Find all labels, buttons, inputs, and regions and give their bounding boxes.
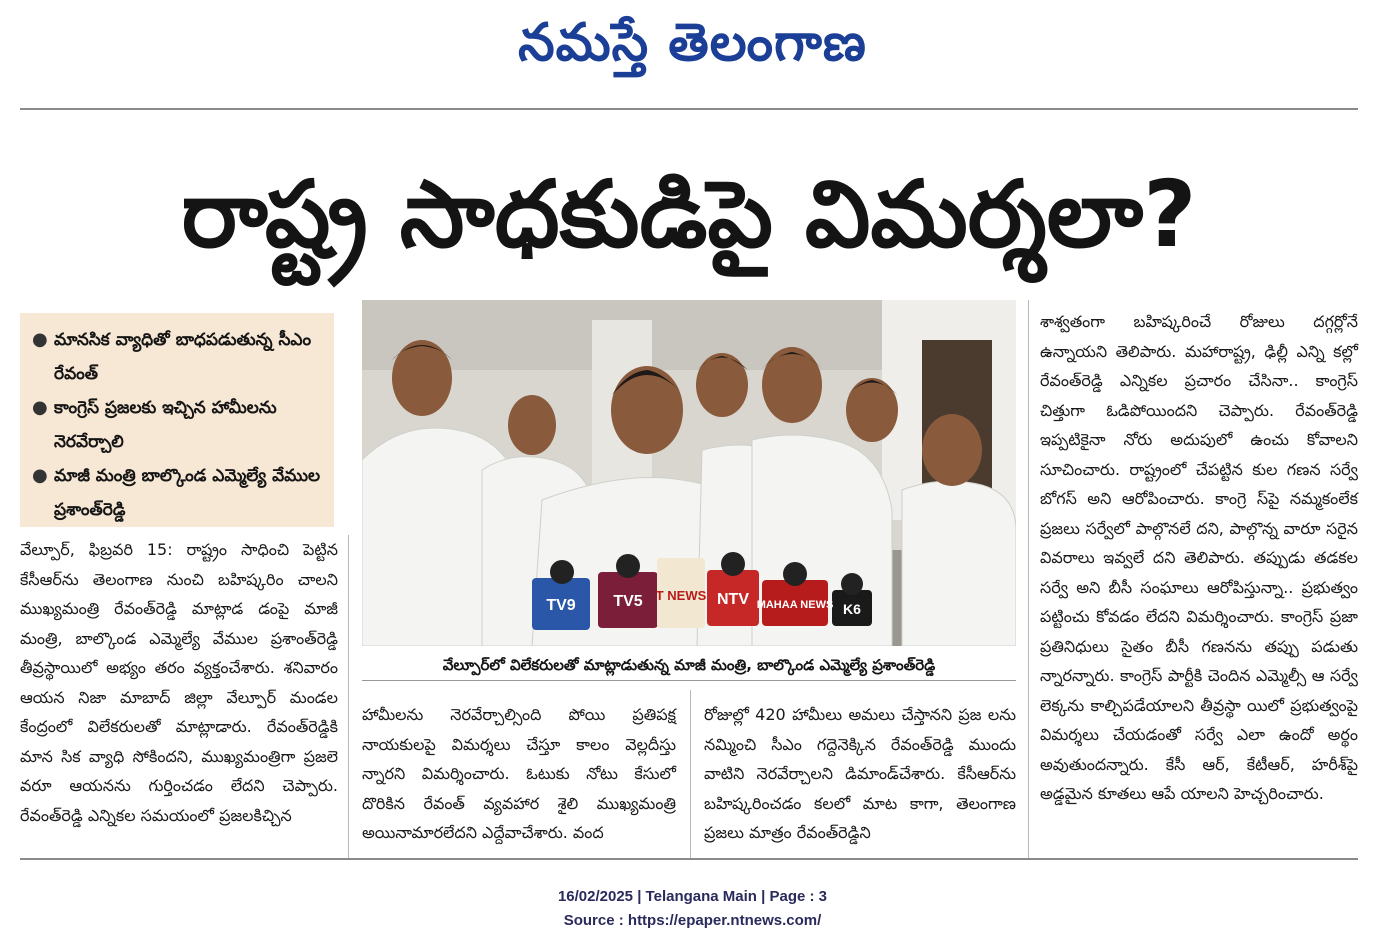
column-divider — [1028, 300, 1029, 860]
column-divider — [348, 535, 349, 860]
photo-caption: వేల్పూర్‌లో విలేకరులతో మాట్లాడుతున్న మాజీ మంత్రి, బాల్కొండ ఎమ్మెల్యే ప్రశాంత్‌రెడ్డి — [362, 650, 1016, 681]
mic-label: K6 — [843, 601, 861, 617]
mic-label: TV5 — [613, 593, 643, 610]
footer-source-link[interactable]: Source : https://epaper.ntnews.com/ — [563, 912, 822, 929]
headline: రాష్ట్ర సాధకుడిపై విమర్శలా? — [181, 161, 1197, 268]
mic-label: NTV — [717, 591, 749, 608]
article-column-3: రోజుల్లో 420 హామీలు అమలు చేస్తానని ప్రజ లను నమ్మించి సీఎం గద్దెనెక్కిన రేవంత్‌రెడ్డి ముందు వాటిని నెరవేర్చాలని డిమాండ్‌చేశారు. కేసీఆర్‌ను బహిష్కరించడం కలలో మాట కాగా, తెలంగాణ ప్రజలు మాత్రం రేవంత్‌రెడ్డిని — [704, 705, 1016, 842]
bottom-divider — [20, 858, 1358, 860]
highlight-item: ● మాజీ మంత్రి బాల్కొండ ఎమ్మెల్యే వేముల ప్రశాంత్‌రెడ్డి — [32, 465, 321, 520]
article-column-1: వేల్పూర్, ఫిబ్రవరి 15: రాష్ట్రం సాధించి పెట్టిన కేసీఆర్‌ను తెలంగాణ నుంచి బహిష్కరిం చాలని ముఖ్యమంత్రి రేవంత్‌రెడ్డి మాట్లాడ డంపై మాజీ మంత్రి, బాల్కొండ ఎమ్మెల్యే వేముల ప్రశాంత్‌రెడ్డి తీవ్రస్థాయిలో అభ్యం తరం వ్యక్తంచేశారు. శనివారం ఆయన నిజా మాబాద్ జిల్లా వేల్పూర్ మండల కేంద్రంలో విలేకరులతో మాట్లాడారు. రేవంత్‌రెడ్డికి మాన సిక వ్యాధి సోకిందని, ముఖ్యమంత్రిగా ప్రజలె వరూ ఆయనను గుర్తించడం లేదని చెప్పారు. రేవంత్‌రెడ్డి ఎన్నికల సమయంలో ప్రజలకిచ్చిన — [20, 540, 338, 825]
top-divider — [20, 108, 1358, 110]
news-photo — [362, 300, 1016, 646]
article-column-2: హామీలను నెరవేర్చాల్సింది పోయి ప్రతిపక్ష నాయకులపై విమర్శలు చేస్తూ కాలం వెల్లదీస్తు న్నారని విమర్శించారు. ఓటుకు నోటు కేసులో దొరికిన రేవంత్ వ్యవహార శైలి ముఖ్యమంత్రి అయినామారలేదని ఎద్దేవాచేశారు. వంద — [362, 705, 676, 842]
mic-label: TV9 — [546, 597, 576, 614]
footer-date-page: 16/02/2025 | Telangana Main | Page : 3 — [557, 888, 828, 905]
masthead-logo: నమస్తే తెలంగాణ — [518, 13, 867, 73]
mic-label: MAHAA NEWS — [756, 599, 834, 611]
column-divider — [690, 690, 691, 860]
highlight-item: ● మానసిక వ్యాధితో బాధపడుతున్న సీఎం రేవంత్ — [32, 329, 312, 384]
highlight-item: ● కాంగ్రెస్ ప్రజలకు ఇచ్చిన హామీలను నెరవేర్చాలి — [32, 397, 277, 452]
highlights-box — [20, 313, 334, 527]
mic-label: T NEWS — [655, 588, 707, 603]
article-column-4: శాశ్వతంగా బహిష్కరించే రోజులు దగ్గర్లోనే ఉన్నాయని తెలిపారు. మహారాష్ట్ర, ఢిల్లీ ఎన్ని కల్లో రేవంత్‌రెడ్డి ఎన్నికల ప్రచారం చేసినా.. కాంగ్రెస్ చిత్తుగా ఓడిపోయిందని చెప్పారు. రేవంత్‌రెడ్డి ఇప్పటికైనా నోరు అదుపులో ఉంచు కోవాలని సూచించారు. రాష్ట్రంలో చేపట్టిన కుల గణన సర్వే బోగస్ అని ఆరోపించారు. కాంగ్రె స్‌పై నమ్మకంలేక ప్రజలు సర్వేలో పాల్గొనలే దని, పాల్గొన్న వారూ సరైన వివరాలు ఇవ్వలే దని తెలిపారు. తప్పుడు తడకల సర్వే అని బీసీ సంఘాలు ఆరోపిస్తున్నా.. ప్రభుత్వం పట్టించు కోవడం లేదని విమర్శించారు. కాంగ్రెస్ ప్రజా ప్రతినిధులు సైతం బీసీ గణనను తప్పు పడుతు న్నారన్నారు. కాంగ్రెస్ పార్టీకి చెందిన ఎమ్మెల్సీ ఆ సర్వే లెక్కను కాల్చిపడేయాలని తీవ్రస్థా యిలో ప్రభుత్వంపై విమర్శలు చేయడంతో సర్వే ఎలా ఉందో అర్థం అవుతుందన్నారు. కేసీ ఆర్, కేటీఆర్, హరీశ్‌పై అడ్డమైన కూతలు ఆపే యాలని హెచ్చరించారు. — [1040, 312, 1358, 803]
